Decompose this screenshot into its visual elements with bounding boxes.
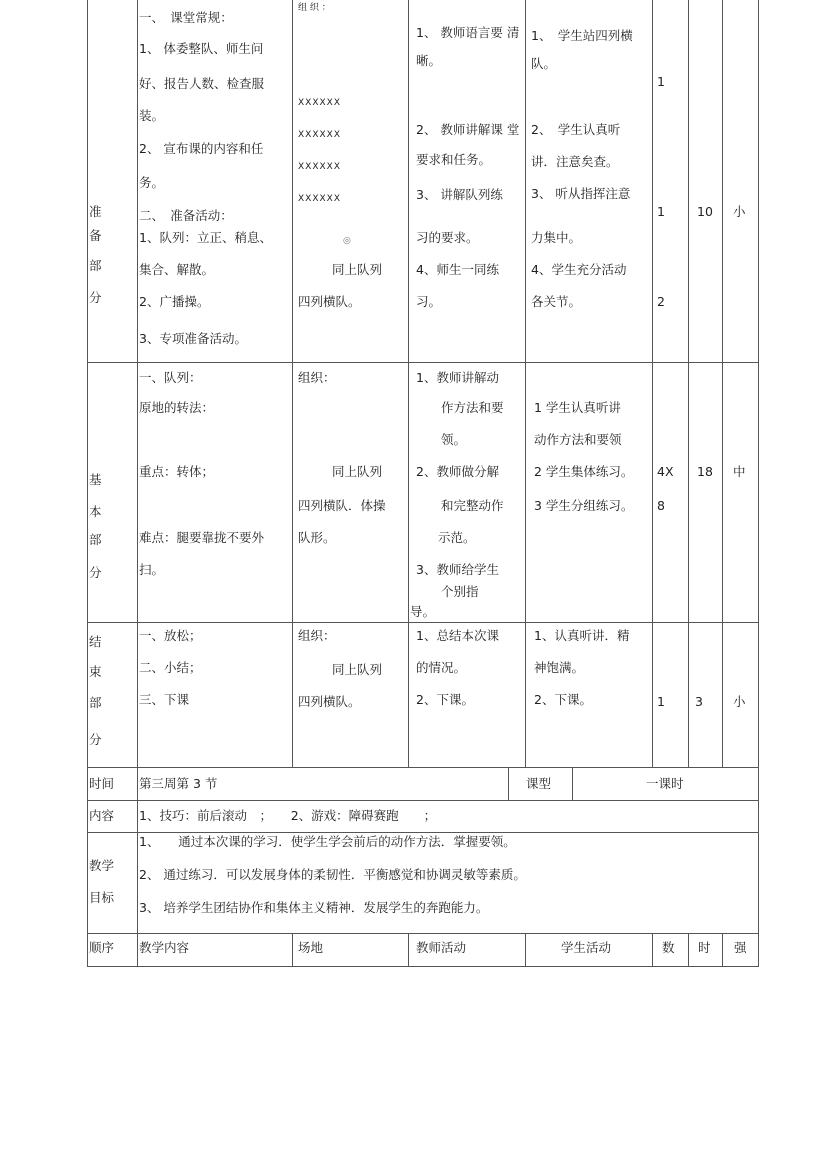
- intensity-value: 小: [733, 694, 746, 709]
- teacher-line: 个别指: [441, 584, 479, 599]
- table-divider: [508, 767, 509, 800]
- formation-row: XXXXXX: [298, 162, 341, 172]
- header-teacher: 教师活动: [416, 940, 467, 955]
- content-line: 难点：腿要靠拢不要外: [139, 530, 265, 545]
- teacher-line: 1、教师讲解动: [416, 370, 499, 385]
- header-venue: 场地: [298, 940, 324, 955]
- content-line: 1、 体委整队、师生问: [139, 41, 264, 56]
- content-label: 内容: [89, 808, 115, 823]
- section-label: 备: [89, 228, 102, 243]
- student-line: 2、下课。: [534, 692, 592, 707]
- student-line: 2、 学生认真听: [531, 122, 621, 137]
- content-line: 三、下课: [139, 692, 190, 707]
- teacher-position-icon: ◎: [343, 236, 351, 246]
- teacher-line: 领。: [441, 432, 467, 447]
- table-divider: [722, 933, 723, 966]
- venue-line: 四列横队。: [298, 294, 361, 309]
- content-line: 扫。: [139, 562, 165, 577]
- table-divider: [652, 933, 653, 966]
- goal-line: 1、 通过本次课的学习．使学生学会前后的动作方法．掌握要领。: [139, 834, 516, 849]
- content-line: 装。: [139, 108, 165, 123]
- header-count: 数: [662, 940, 675, 955]
- row-divider: [87, 800, 759, 801]
- formation-row: XXXXXX: [298, 130, 341, 140]
- venue-line: 同上队列: [332, 662, 383, 677]
- section-label: 分: [89, 290, 102, 305]
- goal-line: 2、 通过练习．可以发展身体的柔韧性．平衡感觉和协调灵敏等素质。: [139, 867, 526, 882]
- content-line: 1、队列：立正、稍息、: [139, 230, 272, 245]
- student-line: 神饱满。: [534, 660, 585, 675]
- table-divider: [137, 0, 138, 966]
- count-value: 2: [657, 294, 665, 309]
- type-value: 一课时: [646, 776, 684, 791]
- table-divider: [292, 933, 293, 966]
- count-value: 1: [657, 204, 665, 219]
- content-line: 二、小结；: [139, 660, 202, 675]
- header-student: 学生活动: [561, 940, 612, 955]
- section-label: 部: [89, 695, 102, 710]
- count-value: 4X: [657, 464, 674, 479]
- student-line: 各关节。: [531, 294, 582, 309]
- time-label: 时间: [89, 776, 115, 791]
- teacher-line: 导。: [410, 604, 436, 619]
- table-border: [87, 0, 88, 966]
- section-label: 结: [89, 634, 102, 649]
- table-divider: [525, 933, 526, 966]
- content-line: 重点：转体；: [139, 464, 215, 479]
- content-line: 务。: [139, 175, 165, 190]
- student-line: 1、 学生站四列横: [531, 28, 633, 43]
- intensity-value: 小: [733, 204, 746, 219]
- teacher-line: 1、总结本次课: [416, 628, 499, 643]
- student-line: 讲．注意矣查。: [531, 154, 619, 169]
- student-line: 1、认真听讲．精: [534, 628, 630, 643]
- content-line: 二、 准备活动：: [139, 208, 233, 223]
- content-line: 集合、解散。: [139, 262, 215, 277]
- row-divider: [87, 767, 759, 768]
- teacher-line: 示范。: [438, 530, 476, 545]
- student-line: 力集中。: [531, 230, 582, 245]
- table-divider: [688, 933, 689, 966]
- teacher-line: 3、 讲解队列练: [416, 187, 503, 202]
- content-line: 2、 宣布课的内容和任: [139, 141, 264, 156]
- section-label: 部: [89, 258, 102, 273]
- teacher-line: 和完整动作: [441, 498, 504, 513]
- section-label: 束: [89, 664, 102, 679]
- teacher-line: 2、 教师讲解课 堂: [416, 122, 520, 137]
- teacher-line: 要求和任务。: [416, 152, 492, 167]
- table-divider: [408, 933, 409, 966]
- venue-line: 同上队列: [332, 464, 383, 479]
- table-divider: [572, 767, 573, 800]
- content-value: 1、技巧：前后滚动 ； 2、游戏：障碍赛跑 ；: [139, 808, 437, 823]
- teacher-line: 2、下课。: [416, 692, 474, 707]
- teacher-line: 1、 教师语言要 清: [416, 25, 520, 40]
- table-divider: [408, 0, 409, 767]
- section-label: 本: [89, 504, 102, 519]
- teacher-line: 作方法和要: [441, 400, 504, 415]
- venue-line: 队形。: [298, 530, 336, 545]
- content-line: 好、报告人数、检查服: [139, 76, 265, 91]
- student-line: 4、学生充分活动: [531, 262, 627, 277]
- formation-row: XXXXXX: [298, 194, 341, 204]
- teacher-line: 3、教师给学生: [416, 562, 499, 577]
- teacher-line: 4、师生一同练: [416, 262, 499, 277]
- teacher-line: 习。: [416, 294, 442, 309]
- row-divider: [87, 933, 759, 934]
- time-value: 第三周第 3 节: [139, 776, 218, 791]
- goal-label: 教学: [89, 858, 115, 873]
- content-line: 一、放松；: [139, 628, 202, 643]
- count-value: 1: [657, 74, 665, 89]
- table-border: [758, 0, 759, 966]
- content-line: 原地的转法：: [139, 400, 215, 415]
- time-value: 3: [695, 694, 703, 709]
- header-time: 时: [698, 940, 711, 955]
- section-label: 准: [89, 204, 102, 219]
- row-divider: [87, 622, 759, 623]
- table-divider: [292, 0, 293, 767]
- student-line: 1 学生认真听讲: [534, 400, 621, 415]
- time-value: 10: [697, 204, 713, 219]
- table-divider: [525, 0, 526, 767]
- student-line: 3、 听从指挥注意: [531, 186, 631, 201]
- student-line: 动作方法和要领: [534, 432, 622, 447]
- teacher-line: 习的要求。: [416, 230, 479, 245]
- table-divider: [652, 0, 653, 767]
- venue-line: 组织：: [298, 370, 336, 385]
- section-label: 分: [89, 565, 102, 580]
- row-divider: [87, 966, 759, 967]
- goal-line: 3、 培养学生团结协作和集体主义精神．发展学生的奔跑能力。: [139, 900, 489, 915]
- formation-row: XXXXXX: [298, 98, 341, 108]
- venue-line: 四列横队．体操: [298, 498, 386, 513]
- count-value: 8: [657, 498, 665, 513]
- student-line: 2 学生集体练习。: [534, 464, 634, 479]
- header-content: 教学内容: [139, 940, 190, 955]
- venue-line: 同上队列: [332, 262, 383, 277]
- venue-line: 四列横队。: [298, 694, 361, 709]
- time-value: 18: [697, 464, 713, 479]
- section-label: 基: [89, 472, 102, 487]
- section-label: 部: [89, 532, 102, 547]
- teacher-line: 2、教师做分解: [416, 464, 499, 479]
- goal-label: 目标: [89, 890, 115, 905]
- teacher-line: 晰。: [416, 53, 442, 68]
- content-line: 一、 课堂常规：: [139, 10, 233, 25]
- content-line: 2、广播操。: [139, 294, 210, 309]
- teacher-line: 的情况。: [416, 660, 467, 675]
- row-divider: [87, 832, 759, 833]
- row-divider: [87, 362, 759, 363]
- intensity-value: 中: [733, 464, 746, 479]
- venue-line: 组 织 ：: [298, 3, 331, 13]
- table-divider: [722, 0, 723, 767]
- table-divider: [688, 0, 689, 767]
- content-line: 一、队列：: [139, 370, 202, 385]
- header-intensity: 强: [734, 940, 747, 955]
- venue-line: 组织：: [298, 628, 336, 643]
- content-line: 3、专项准备活动。: [139, 331, 247, 346]
- type-label: 课型: [526, 776, 552, 791]
- section-label: 分: [89, 732, 102, 747]
- count-value: 1: [657, 694, 665, 709]
- header-order: 顺序: [89, 940, 115, 955]
- student-line: 3 学生分组练习。: [534, 498, 634, 513]
- student-line: 队。: [531, 56, 557, 71]
